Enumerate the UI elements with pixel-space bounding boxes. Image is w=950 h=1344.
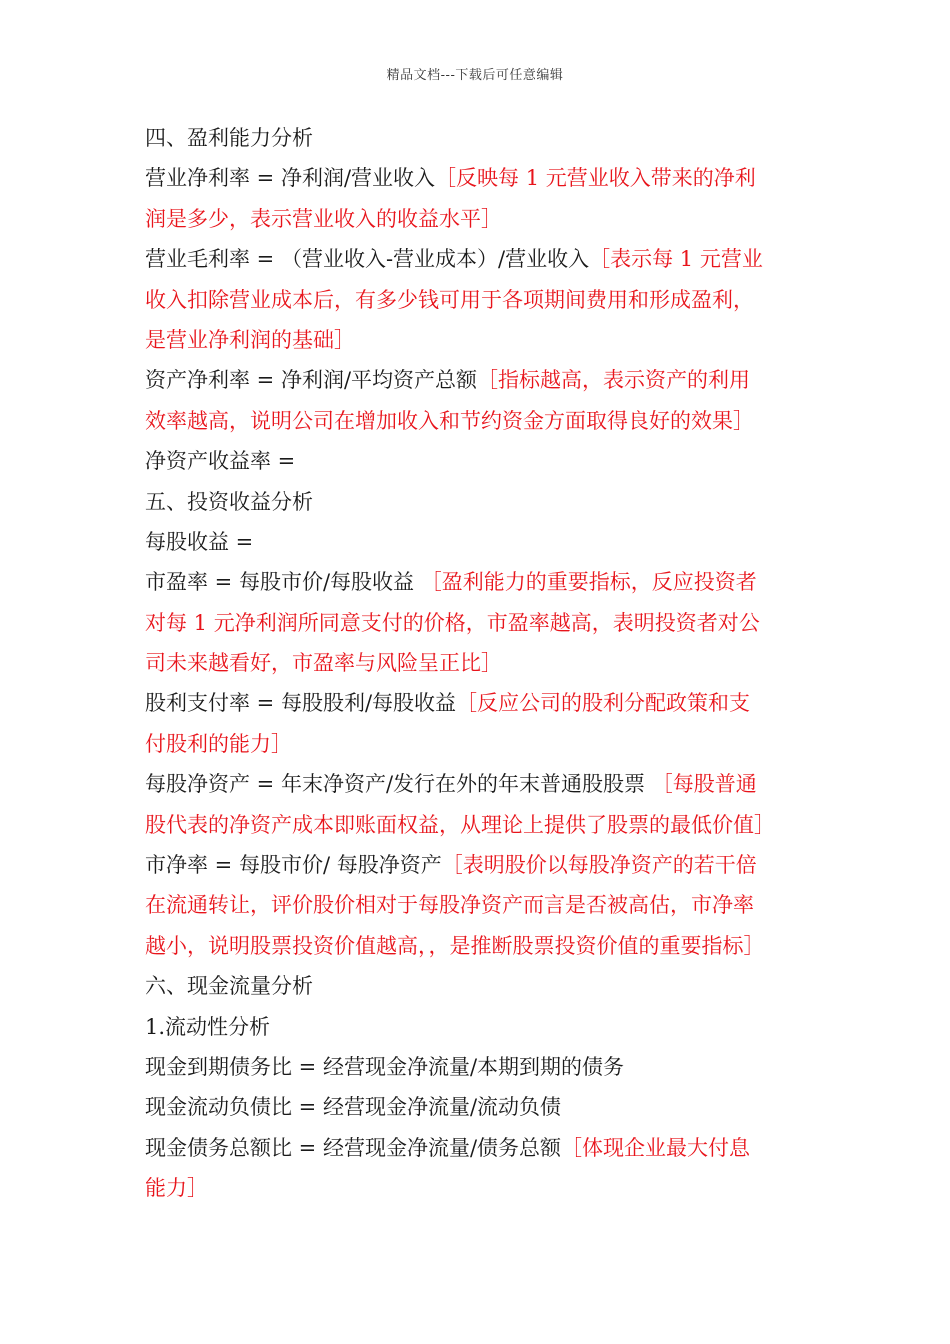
formula-text: 市盈率 = 每股市价/每股收益 bbox=[145, 570, 415, 595]
annotation-text: ［体现企业最大付息 bbox=[561, 1135, 751, 1160]
text-line bbox=[145, 1087, 807, 1127]
page-header: 精品文档---下载后可任意编辑 bbox=[386, 68, 564, 83]
text-line bbox=[145, 401, 807, 441]
annotation-text: 对每 1 元净利润所同意支付的价格，市盈率越高，表明投资者对公 bbox=[145, 610, 760, 635]
formula-text: 营业毛利率 = （营业收入-营业成本）/营业收入 bbox=[145, 247, 590, 272]
annotation-text: 司未来越看好，市盈率与风险呈正比］ bbox=[145, 651, 502, 676]
section-heading: 六、现金流量分析 bbox=[145, 974, 313, 999]
annotation-text: 股代表的净资产成本即账面权益，从理论上提供了股票的最低价值］ bbox=[145, 812, 775, 837]
text-line bbox=[145, 966, 807, 1006]
formula-text: 每股收益 = bbox=[145, 529, 254, 554]
formula-text: 营业净利率 = 净利润/营业收入 bbox=[145, 166, 436, 191]
text-line bbox=[145, 441, 807, 481]
text-line bbox=[145, 1168, 807, 1208]
subsection-heading: 1.流动性分析 bbox=[145, 1014, 271, 1039]
text-line bbox=[145, 603, 807, 643]
formula-text: 净资产收益率 = bbox=[145, 449, 296, 474]
annotation-text: ［每股普通 bbox=[645, 772, 757, 797]
text-line bbox=[145, 1047, 807, 1087]
text-line bbox=[145, 360, 807, 400]
text-line bbox=[145, 482, 807, 522]
formula-text: 现金债务总额比 = 经营现金净流量/债务总额 bbox=[145, 1135, 562, 1160]
formula-text: 资产净利率 = 净利润/平均资产总额 bbox=[145, 368, 478, 393]
text-line bbox=[145, 764, 807, 804]
annotation-text: ［指标越高，表示资产的利用 bbox=[477, 368, 751, 393]
annotation-text: ［反映每 1 元营业收入带来的净利 bbox=[435, 166, 756, 191]
text-line bbox=[145, 199, 807, 239]
text-line bbox=[145, 926, 807, 966]
annotation-text: 付股利的能力］ bbox=[145, 731, 292, 756]
annotation-text: ［表明股价以每股净资产的若干倍 bbox=[441, 853, 757, 878]
text-line bbox=[145, 1007, 807, 1047]
annotation-text: 效率越高，说明公司在增加收入和节约资金方面取得良好的效果］ bbox=[145, 408, 754, 433]
text-line bbox=[145, 1128, 807, 1168]
formula-text: 股利支付率 = 每股股利/每股收益 bbox=[145, 691, 457, 716]
formula-text: 现金到期债务比 = 经营现金净流量/本期到期的债务 bbox=[145, 1054, 625, 1079]
annotation-text: 收入扣除营业成本后，有多少钱可用于各项期间费用和形成盈利， bbox=[145, 287, 754, 312]
annotation-text: 能力］ bbox=[145, 1176, 208, 1201]
text-line bbox=[145, 724, 807, 764]
formula-text: 现金流动负债比 = 经营现金净流量/流动负债 bbox=[145, 1095, 562, 1120]
annotation-text: ［表示每 1 元营业 bbox=[589, 247, 763, 272]
formula-text: 四、盈利能力分析 bbox=[145, 126, 313, 150]
text-line bbox=[145, 158, 807, 198]
text-line bbox=[145, 320, 807, 360]
text-line bbox=[145, 885, 807, 925]
annotation-text: 越小，说明股票投资价值越高，，是推断股票投资价值的重要指标］ bbox=[145, 933, 765, 958]
text-line bbox=[145, 522, 807, 562]
text-line bbox=[145, 118, 807, 158]
section-heading: 五、投资收益分析 bbox=[145, 489, 313, 514]
text-line bbox=[145, 562, 807, 602]
text-line bbox=[145, 280, 807, 320]
text-line bbox=[145, 805, 807, 845]
formula-text: 市净率 = 每股市价/ 每股净资产 bbox=[145, 853, 442, 878]
annotation-text: 是营业净利润的基础］ bbox=[145, 327, 355, 352]
document-body bbox=[145, 118, 807, 1209]
annotation-text: 润是多少，表示营业收入的收益水平］ bbox=[145, 206, 502, 231]
annotation-text: 在流通转让，评价股价相对于每股净资产而言是否被高估，市净率 bbox=[145, 893, 754, 918]
formula-text: 每股净资产 = 年末净资产/发行在外的年末普通股股票 bbox=[145, 772, 646, 797]
text-line bbox=[145, 845, 807, 885]
text-line bbox=[145, 643, 807, 683]
annotation-text: ［反应公司的股利分配政策和支 bbox=[456, 691, 751, 716]
text-line bbox=[145, 683, 807, 723]
annotation-text: ［盈利能力的重要指标，反应投资者 bbox=[414, 570, 757, 595]
text-line bbox=[145, 239, 807, 279]
